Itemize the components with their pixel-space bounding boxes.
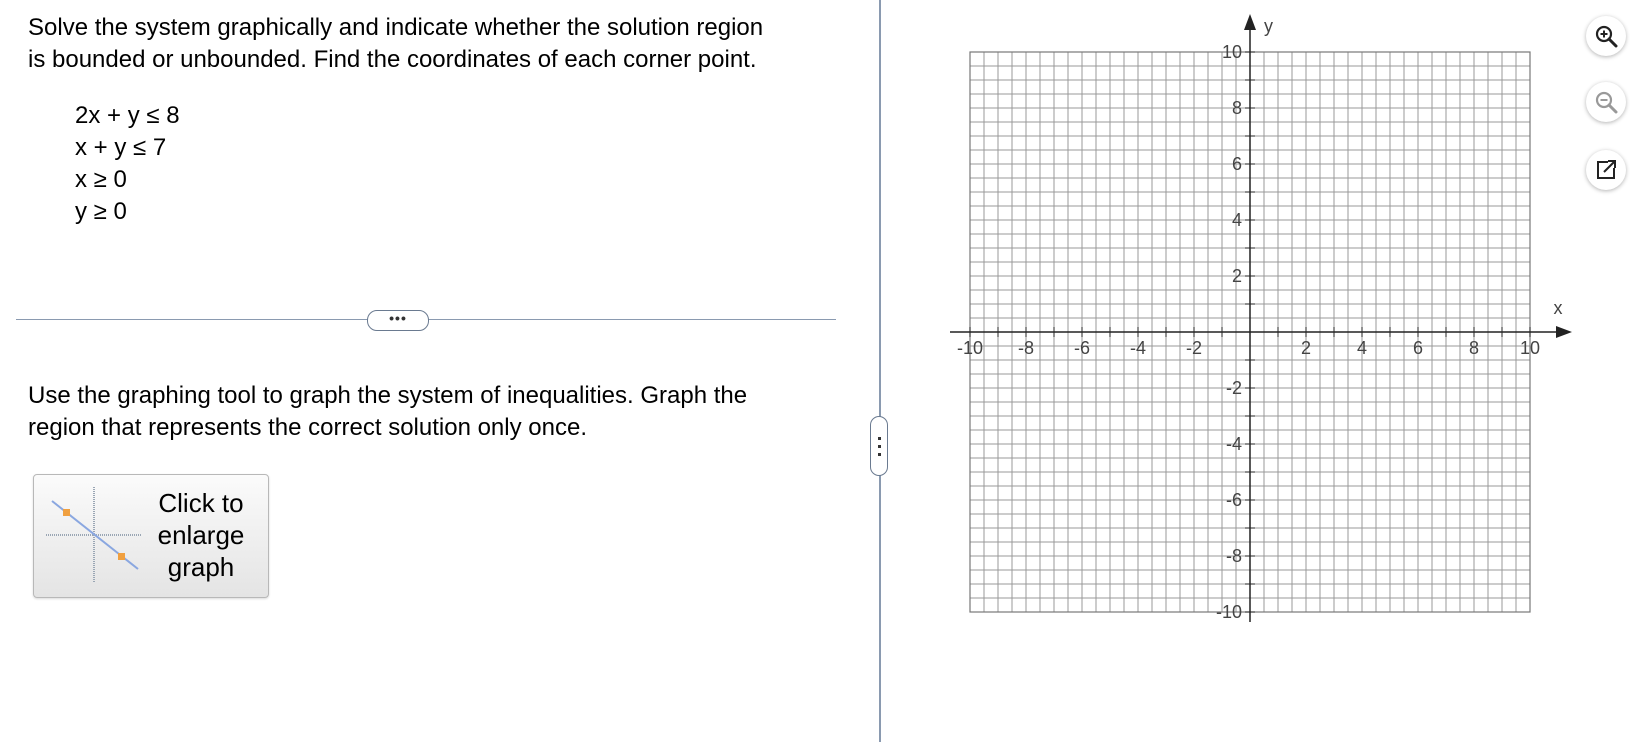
y-axis-label: y xyxy=(1264,16,1273,36)
y-tick-label: -4 xyxy=(1225,434,1242,454)
inequality: 2x + y ≤ 8 xyxy=(75,102,180,129)
y-tick-label: -2 xyxy=(1225,378,1242,398)
zoom-out-icon xyxy=(1594,90,1618,114)
enlarge-graph-label: Click to enlarge graph xyxy=(157,488,245,582)
expand-more-button[interactable]: ••• xyxy=(367,310,429,331)
x-tick-label: 2 xyxy=(1300,338,1312,358)
y-tick-label: 2 xyxy=(1231,266,1242,286)
coordinate-grid[interactable] xyxy=(940,10,1580,630)
zoom-in-button[interactable] xyxy=(1586,16,1626,56)
inequality: y ≥ 0 xyxy=(75,198,127,225)
question-line: is bounded or unbounded. Find the coordinates of each corner point. xyxy=(28,46,757,73)
y-tick-label: -6 xyxy=(1225,490,1242,510)
x-tick-label: -10 xyxy=(956,338,984,358)
instruction-line: Use the graphing tool to graph the system of inequalities. Graph the xyxy=(28,382,748,409)
x-axis-label: x xyxy=(1553,298,1563,318)
x-tick-label: 8 xyxy=(1468,338,1480,358)
x-tick-label: -4 xyxy=(1129,338,1147,358)
instruction-line: region that represents the correct solution only once. xyxy=(28,414,587,441)
open-graph-button[interactable] xyxy=(1586,150,1626,190)
x-tick-label: -6 xyxy=(1073,338,1091,358)
x-axis-arrow xyxy=(1556,326,1572,338)
instruction-text xyxy=(28,380,828,444)
inequality-system xyxy=(75,100,180,228)
enlarge-graph-button[interactable] xyxy=(33,474,269,598)
y-tick-label: 4 xyxy=(1231,210,1242,230)
zoom-out-button[interactable] xyxy=(1586,82,1626,122)
zoom-in-icon xyxy=(1594,24,1618,48)
inequality: x ≥ 0 xyxy=(75,166,127,193)
panel-divider xyxy=(879,0,881,742)
x-tick-label: 4 xyxy=(1356,338,1368,358)
y-tick-label: -10 xyxy=(1215,602,1242,622)
x-tick-label: 10 xyxy=(1519,338,1541,358)
graph-thumbnail-icon xyxy=(44,485,144,585)
y-axis-arrow xyxy=(1244,14,1256,30)
x-tick-label: -8 xyxy=(1017,338,1035,358)
inequality: x + y ≤ 7 xyxy=(75,134,167,161)
graph-panel[interactable] xyxy=(940,10,1580,635)
panel-resize-handle[interactable] xyxy=(870,416,888,476)
question-prompt xyxy=(28,12,828,76)
y-tick-label: 6 xyxy=(1231,154,1242,174)
y-tick-label: 8 xyxy=(1231,98,1242,118)
y-tick-label: 10 xyxy=(1221,42,1242,62)
external-link-icon xyxy=(1594,158,1618,182)
x-tick-label: -2 xyxy=(1185,338,1203,358)
y-tick-label: -8 xyxy=(1225,546,1242,566)
question-line: Solve the system graphically and indicate whether the solution region xyxy=(28,14,764,41)
x-tick-label: 6 xyxy=(1412,338,1424,358)
